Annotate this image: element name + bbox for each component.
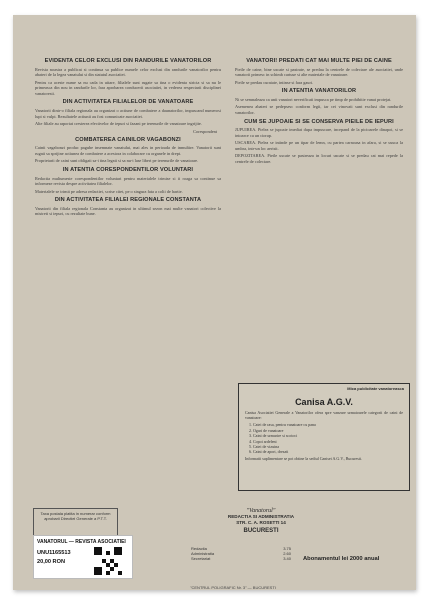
ad-item: 4. Copoi ardeleni [249,438,277,444]
paragraph: Ni se semnaleaza ca unii vanatori neverificati impusca pe timp de prohibitie vanat protejat. [235,96,392,102]
editorial-office [191,508,331,534]
office-city: BUCURESTI [243,527,279,534]
section-title: VANATORI! PREDATI CAT MAI MULTE PIEI DE CAINE [246,58,392,64]
publication-name: "Vanatorul" [246,508,276,514]
section-title: IN ATENTIA VANATORILOR [281,88,357,95]
ad-item: 5. Catei de vizuina [249,444,279,450]
paragraph: Materialele se trimit pe adresa redactiei, scrise citet, pe o singura fata a colii de hartie. [35,188,183,194]
label-title: VANATORUL — REVISTA ASOCIATIEI [37,539,126,545]
ad-item: 1. Catei de rasa, pentru vanatoare cu pana [249,422,316,428]
paragraph: Cainii vagabonzi produc pagube insemnate vanatului, mai ales in perioada de inmultire. Vanatorii sunt rugati sa sprijine actiunea de combatere a acestora in colaborare cu organele in drept. [35,145,221,156]
label-code: UNU1165513 [37,550,71,556]
section-evidenta [35,58,221,96]
section-title: DIN ACTIVITATEA FILIALELOR DE VANATOARE [62,99,194,106]
paragraph: Pieile de caine, bine uscate si pastrate, se predau la centrele de colectare ale asociatiei, unde vanatorii primesc in schimb cartuse si alte materiale de vanatoare. [235,66,403,78]
paragraph: Vanatorii din filiala regionala Constanta au organizat in ultimul sezon mai multe vanatori colective la mistreti si iepuri, cu rezultate bune. [35,205,221,217]
paragraph: Alte filiale au raportat cresterea efectivelor de iepuri si fazani pe terenurile de vanatoare ingrijite. [35,121,202,127]
paragraph: Redactia multumeste corespondentilor voluntari pentru materialele trimise si ii roaga sa continue sa informeze revista despre activitatea filialelor. [35,175,221,187]
paragraph: JUPUIREA. Pielea se jupoaie imediat dupa impuscare, incepand de la picioarele dinapoi, si se intoarce ca un ciorap. [235,127,403,138]
magazine-back-cover [13,15,416,590]
phone-label: Administratia [191,551,215,557]
office-title: REDACTIA SI ADMINISTRATIA [227,514,295,519]
canisa-advertisement [238,383,410,491]
ad-intro: Canisa Asociatiei Generale a Vanatorilor ofera spre vanzare urmatoarele categorii de caini de vanatoare: [245,410,403,421]
section-atentia-vanatorilor [235,88,403,115]
shop-price-label [33,535,133,579]
paragraph: Proprietarii de caini sunt obligati sa-i tina legati si sa nu-i lase liberi pe terenurile de vanatoare. [35,158,199,164]
paragraph: Pentru ca aceste nume sa nu cada in uitare, filialele sunt rugate sa tina o evidenta stricta si sa nu le primeasca din nou in randurile lor, fara aprobarea conducerii asociatiei, in vederea respectarii disciplinei vanatoresti. [35,79,221,96]
paragraph: Pieile se predau curatate, intinse si fara gauri. [235,79,314,85]
qr-code-icon [94,547,122,575]
phone-label: Secretariat [191,556,211,562]
right-column [235,55,403,167]
paragraph: USCAREA. Pielea se intinde pe un tipar de lemn, cu partea carnoasa in afara, si se usuca la umbra, intr-un loc aerisit. [235,140,403,151]
ad-item: 3. Caini de urmarire si scotoci [249,433,298,439]
phone-list [191,546,291,562]
paragraph: DEPOZITAREA. Pieile uscate se pastreaza in locuri uscate si se predau cat mai repede la centrele de colectare. [235,153,403,165]
ad-item: 2. Ogari de vanatoare [249,427,284,433]
section-activitatea-filialelor [35,99,221,133]
section-signature: Corespondent [193,128,217,134]
left-column [35,55,221,219]
section-piei-de-caine [235,58,403,85]
subscription-price: Abonamentul lei 2000 anual [303,556,380,562]
section-combaterea-cainilor [35,137,221,164]
ad-footer: Informatii suplimentare se pot obtine la sediul Canisei A.G.V., Bucuresti. [245,455,363,461]
section-piei-de-iepuri [235,119,403,165]
section-corespondenti [35,167,221,194]
printer-line: "CENTRUL POLIGRAFIC Nr. 3" — BUCURESTI [190,585,276,590]
phone-label: Redactia [191,546,207,551]
section-title: DIN ACTIVITATEA FILIALEI REGIONALE CONSTANTA [54,197,202,204]
paragraph: Vanatorii dintr-o filiala regionala au organizat o actiune de combatere a daunatorilor, impuscand numerosi lupi si vulpi. Rezultatele actiunii au fost comunicate asociatiei. [35,107,221,119]
phone-value: 3.40 [283,556,291,562]
phone-value: 2.60 [283,551,291,557]
paragraph: Asemenea abateri se pedepsesc conform legii, iar cei vinovati sunt exclusi din randurile vanatorilor. [235,104,403,115]
ad-header: Mica publicitate vanatoreasca [347,386,404,391]
label-price: 20,00 RON [37,559,65,565]
section-title: COMBATEREA CAINILOR VAGABONZI [75,136,181,143]
section-title: CUM SE JUPOAIE SI SE CONSERVA PIEILE DE IEPURI [244,118,394,125]
ad-item: 6. Caini de aport, dresati [249,449,289,455]
ad-title: Canisa A.G.V. [295,397,353,407]
section-title: EVIDENTA CELOR EXCLUSI DIN RANDURILE VANATORILOR [44,58,212,64]
section-title: IN ATENTIA CORESPONDENTILOR VOLUNTARI [62,167,194,174]
office-address: STR. C. A. ROSETTI 14 [236,519,286,525]
ad-item-list [239,422,409,454]
phone-value: 3.75 [283,546,291,551]
phone-row [191,556,291,561]
section-filiala-constanta [35,197,221,217]
postal-note: Taxa postala platita in numerar conform aprobarii Directiei Generale a P.T.T. [33,508,118,540]
paragraph: Revista noastra a publicat si continua sa publice numele celor exclusi din randurile vanatorilor pentru abateri de la legea vanatului si din statutul asociatiei. [35,66,221,78]
